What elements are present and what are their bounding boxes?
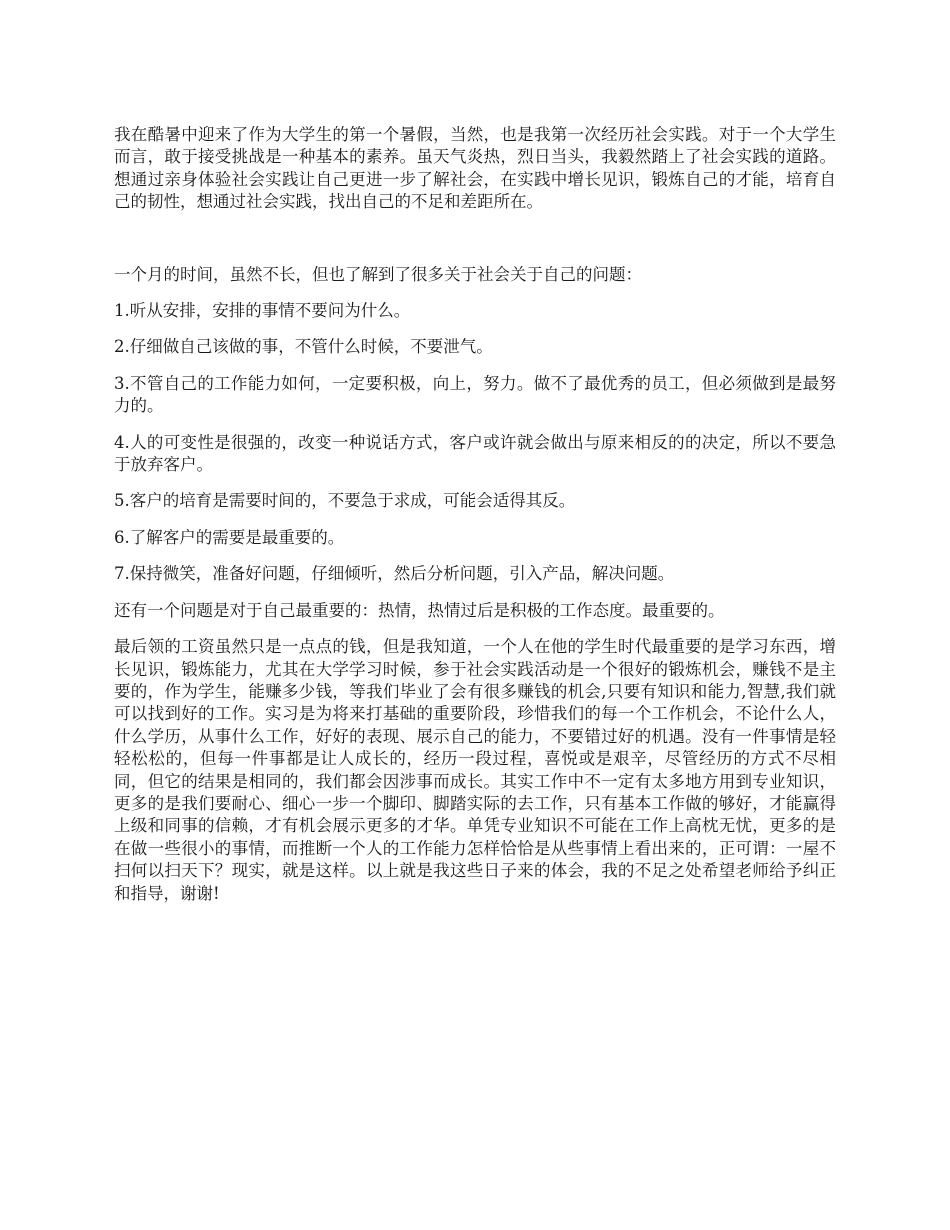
list-item-3: 3.不管自己的工作能力如何，一定要积极，向上，努力。做不了最优秀的员工，但必须做到是最努力的。 — [114, 373, 836, 416]
list-item-6: 6.了解客户的需要是最重要的。 — [114, 527, 345, 547]
paragraph-intro: 我在酷暑中迎来了作为大学生的第一个暑假，当然，也是我第一次经历社会实践。对于一个大学生而言，敢于接受挑战是一种基本的素养。虽天气炎热，烈日当头，我毅然踏上了社会实践的道路。想通过亲身体验社会实践让自己更进一步了解社会，在实践中增长见识，锻炼自己的才能，培育自己的韧性，想通过社会实践，找出自己的不足和差距所在。 — [114, 125, 836, 212]
paragraph-summary-lead: 一个月的时间，虽然不长，但也了解到了很多关于社会关于自己的问题： — [114, 264, 642, 284]
list-item-5: 5.客户的培育是需要时间的，不要急于求成，可能会适得其反。 — [114, 491, 576, 511]
list-item-1: 1.听从安排，安排的事情不要问为什么。 — [114, 301, 411, 321]
list-item-2: 2.仔细做自己该做的事，不管什么时候，不要泄气。 — [114, 337, 493, 357]
paragraph-conclusion: 最后领的工资虽然只是一点点的钱，但是我知道，一个人在他的学生时代最重要的是学习东西，增长见识，锻炼能力，尤其在大学学习时候，参于社会实践活动是一个很好的锻炼机会，赚钱不是主要的，作为学生，能赚多少钱，等我们毕业了会有很多赚钱的机会,只要有知识和能力,智慧,我们就可以找到好的工作。实习是为将来打基础的重要阶段，珍惜我们的每一个工作机会，不论什么人，什么学历，从事什么工作，好好的表现、展示自己的能力，不要错过好的机遇。没有一件事情是轻轻松松的，但每一件事都是让人成长的，经历一段过程，喜悦或是艰辛，尽管经历的方式不尽相同，但它的结果是相同的，我们都会因涉事而成长。其实工作中不一定有太多地方用到专业知识，更多的是我们要耐心、细心一步一个脚印、脚踏实际的去工作，只有基本工作做的够好，才能赢得上级和同事的信赖，才有机会展示更多的才华。单凭专业知识不可能在工作上高枕无忧，更多的是在做一些很小的事情，而推断一个人的工作能力怎样恰恰是从些事情上看出来的，正可谓：一屋不扫何以扫天下？现实，就是这样。以上就是我这些日子来的体会，我的不足之处希望老师给予纠正和指导，谢谢! — [114, 637, 836, 903]
paragraph-enthusiasm: 还有一个问题是对于自己最重要的：热情，热情过后是积极的工作态度。最重要的。 — [114, 600, 725, 620]
list-item-4: 4.人的可变性是很强的，改变一种说话方式，客户或许就会做出与原来相反的的决定，所以不要急于放弃客户。 — [114, 432, 836, 475]
list-item-7: 7.保持微笑，准备好问题，仔细倾听，然后分析问题，引入产品，解决问题。 — [114, 564, 675, 584]
document-body — [114, 124, 836, 905]
